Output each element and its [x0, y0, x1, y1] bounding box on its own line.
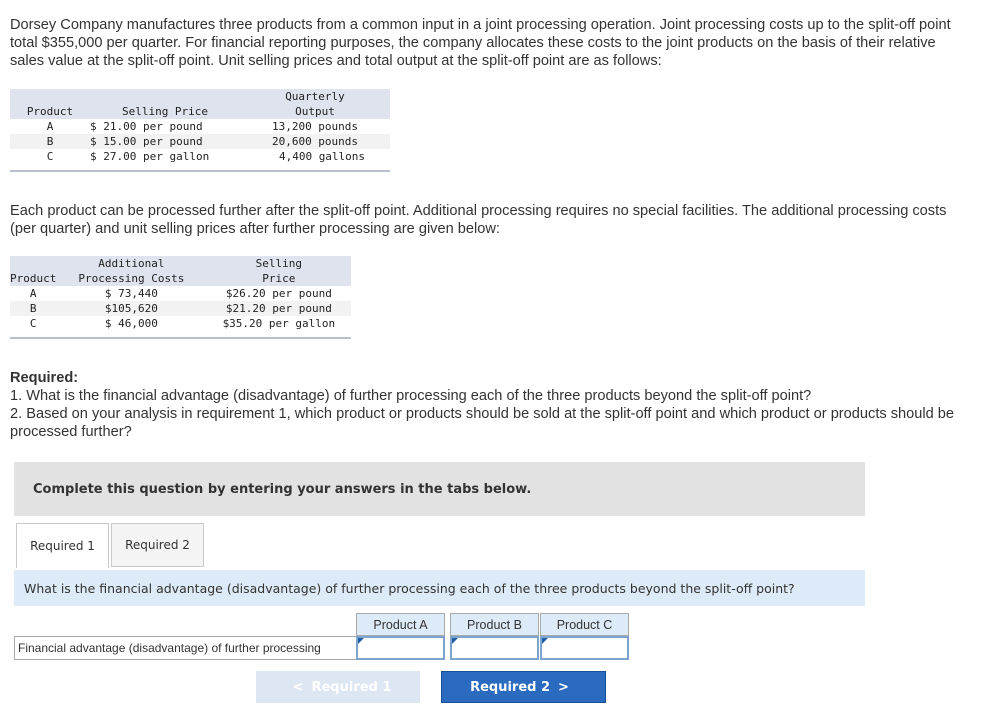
price-header: Selling Price: [121, 105, 209, 118]
costs-cell: $ 73,440: [104, 287, 158, 300]
output-cell: 4,400 gallons: [278, 150, 366, 163]
product-c-input[interactable]: [542, 638, 627, 658]
split-off-table: [10, 89, 390, 172]
chevron-right-icon: >: [558, 679, 569, 695]
instructions-text: Complete this question by entering your answers in the tabs below.: [33, 481, 532, 497]
product-cell: C: [29, 317, 37, 330]
price-header-line2: Price: [262, 272, 296, 285]
price-cell: $35.20 per gallon: [222, 317, 336, 330]
prev-required-1-button[interactable]: [256, 671, 420, 703]
costs-header-line1: Additional: [98, 257, 165, 270]
output-cell: 13,200 pounds: [271, 120, 359, 133]
column-header-product-a: Product A: [356, 613, 445, 636]
column-header-product-b: Product B: [450, 613, 539, 636]
answer-cell-product-b[interactable]: [450, 636, 539, 660]
column-header-product-c: Product C: [540, 613, 629, 636]
product-header: Product: [26, 105, 74, 118]
required-section: [10, 369, 960, 441]
question-banner: [14, 570, 865, 606]
next-required-2-button[interactable]: [441, 671, 606, 703]
chevron-left-icon: <: [292, 679, 304, 695]
answer-cell-product-c[interactable]: [540, 636, 629, 660]
table-row: [10, 286, 351, 301]
question-text: What is the financial advantage (disadvantage) of further processing each of the three products beyond the split-off point?: [24, 580, 795, 596]
next-button-label: Required 2: [470, 679, 551, 695]
output-cell: 20,600 pounds: [271, 135, 359, 148]
product-cell: A: [46, 120, 54, 133]
table-header-row: [10, 256, 351, 271]
input-marker-icon: [358, 638, 364, 644]
output-header-line1: Quarterly: [285, 90, 345, 103]
price-cell: $26.20 per pound: [225, 287, 332, 300]
product-a-input[interactable]: [358, 638, 443, 658]
table-row: [10, 149, 390, 164]
product-cell: B: [46, 135, 54, 148]
instructions-banner: [14, 462, 865, 516]
answer-row-label: Financial advantage (disadvantage) of further processing: [14, 636, 356, 660]
product-cell: B: [29, 302, 37, 315]
costs-cell: $105,620: [104, 302, 158, 315]
price-header-line1: Selling: [255, 257, 303, 270]
table-footer-rule: [10, 331, 351, 338]
input-marker-icon: [452, 638, 458, 644]
output-header-line2: Output: [295, 105, 335, 118]
middle-paragraph: Each product can be processed further after the split-off point. Additional processing requires no special facilities. The additional processing costs (per quarter) and unit selling prices after further processing are given below:: [10, 203, 947, 237]
table-header-row: [10, 89, 390, 104]
table-row: [10, 301, 351, 316]
required-item-2: 2. Based on your analysis in requirement 1, which product or products should be sold at the split-off point and which product or products should be processed further?: [10, 406, 955, 440]
costs-cell: $ 46,000: [104, 317, 158, 330]
required-item-1: 1. What is the financial advantage (disadvantage) of further processing each of the three products beyond the split-off point?: [10, 388, 812, 404]
table-row: [10, 134, 390, 149]
product-cell: A: [29, 287, 37, 300]
price-cell: $ 15.00 per pound: [90, 135, 203, 148]
table-footer-rule: [10, 164, 390, 171]
further-processing-table: [10, 256, 351, 339]
product-b-input[interactable]: [452, 638, 537, 658]
table-row: [10, 316, 351, 331]
price-cell: $ 27.00 per gallon: [90, 150, 210, 163]
price-cell: $ 21.00 per pound: [90, 120, 203, 133]
product-cell: C: [46, 150, 54, 163]
table-row: [10, 119, 390, 134]
product-header: Product: [10, 272, 57, 285]
table-header-row: [10, 104, 390, 119]
input-marker-icon: [542, 638, 548, 644]
prev-button-label: Required 1: [311, 679, 392, 695]
intro-paragraph: Dorsey Company manufactures three products from a common input in a joint processing operation. Joint processing costs up to the split-off point total $355,000 per quarter. For financial reporting purposes, the company allocates these costs to the joint products on the basis of their relative sales value at the split-off point. Unit selling prices and total output at the split-off point are as follows:: [10, 17, 951, 69]
table-header-row: [10, 271, 351, 286]
price-cell: $21.20 per pound: [225, 302, 332, 315]
tab-required-1[interactable]: [16, 523, 109, 568]
answer-cell-product-a[interactable]: [356, 636, 445, 660]
tab-label: Required 2: [125, 538, 190, 552]
tab-required-2[interactable]: [111, 523, 204, 567]
costs-header-line2: Processing Costs: [78, 272, 185, 285]
required-heading: Required:: [10, 370, 79, 386]
tab-label: Required 1: [30, 539, 95, 553]
